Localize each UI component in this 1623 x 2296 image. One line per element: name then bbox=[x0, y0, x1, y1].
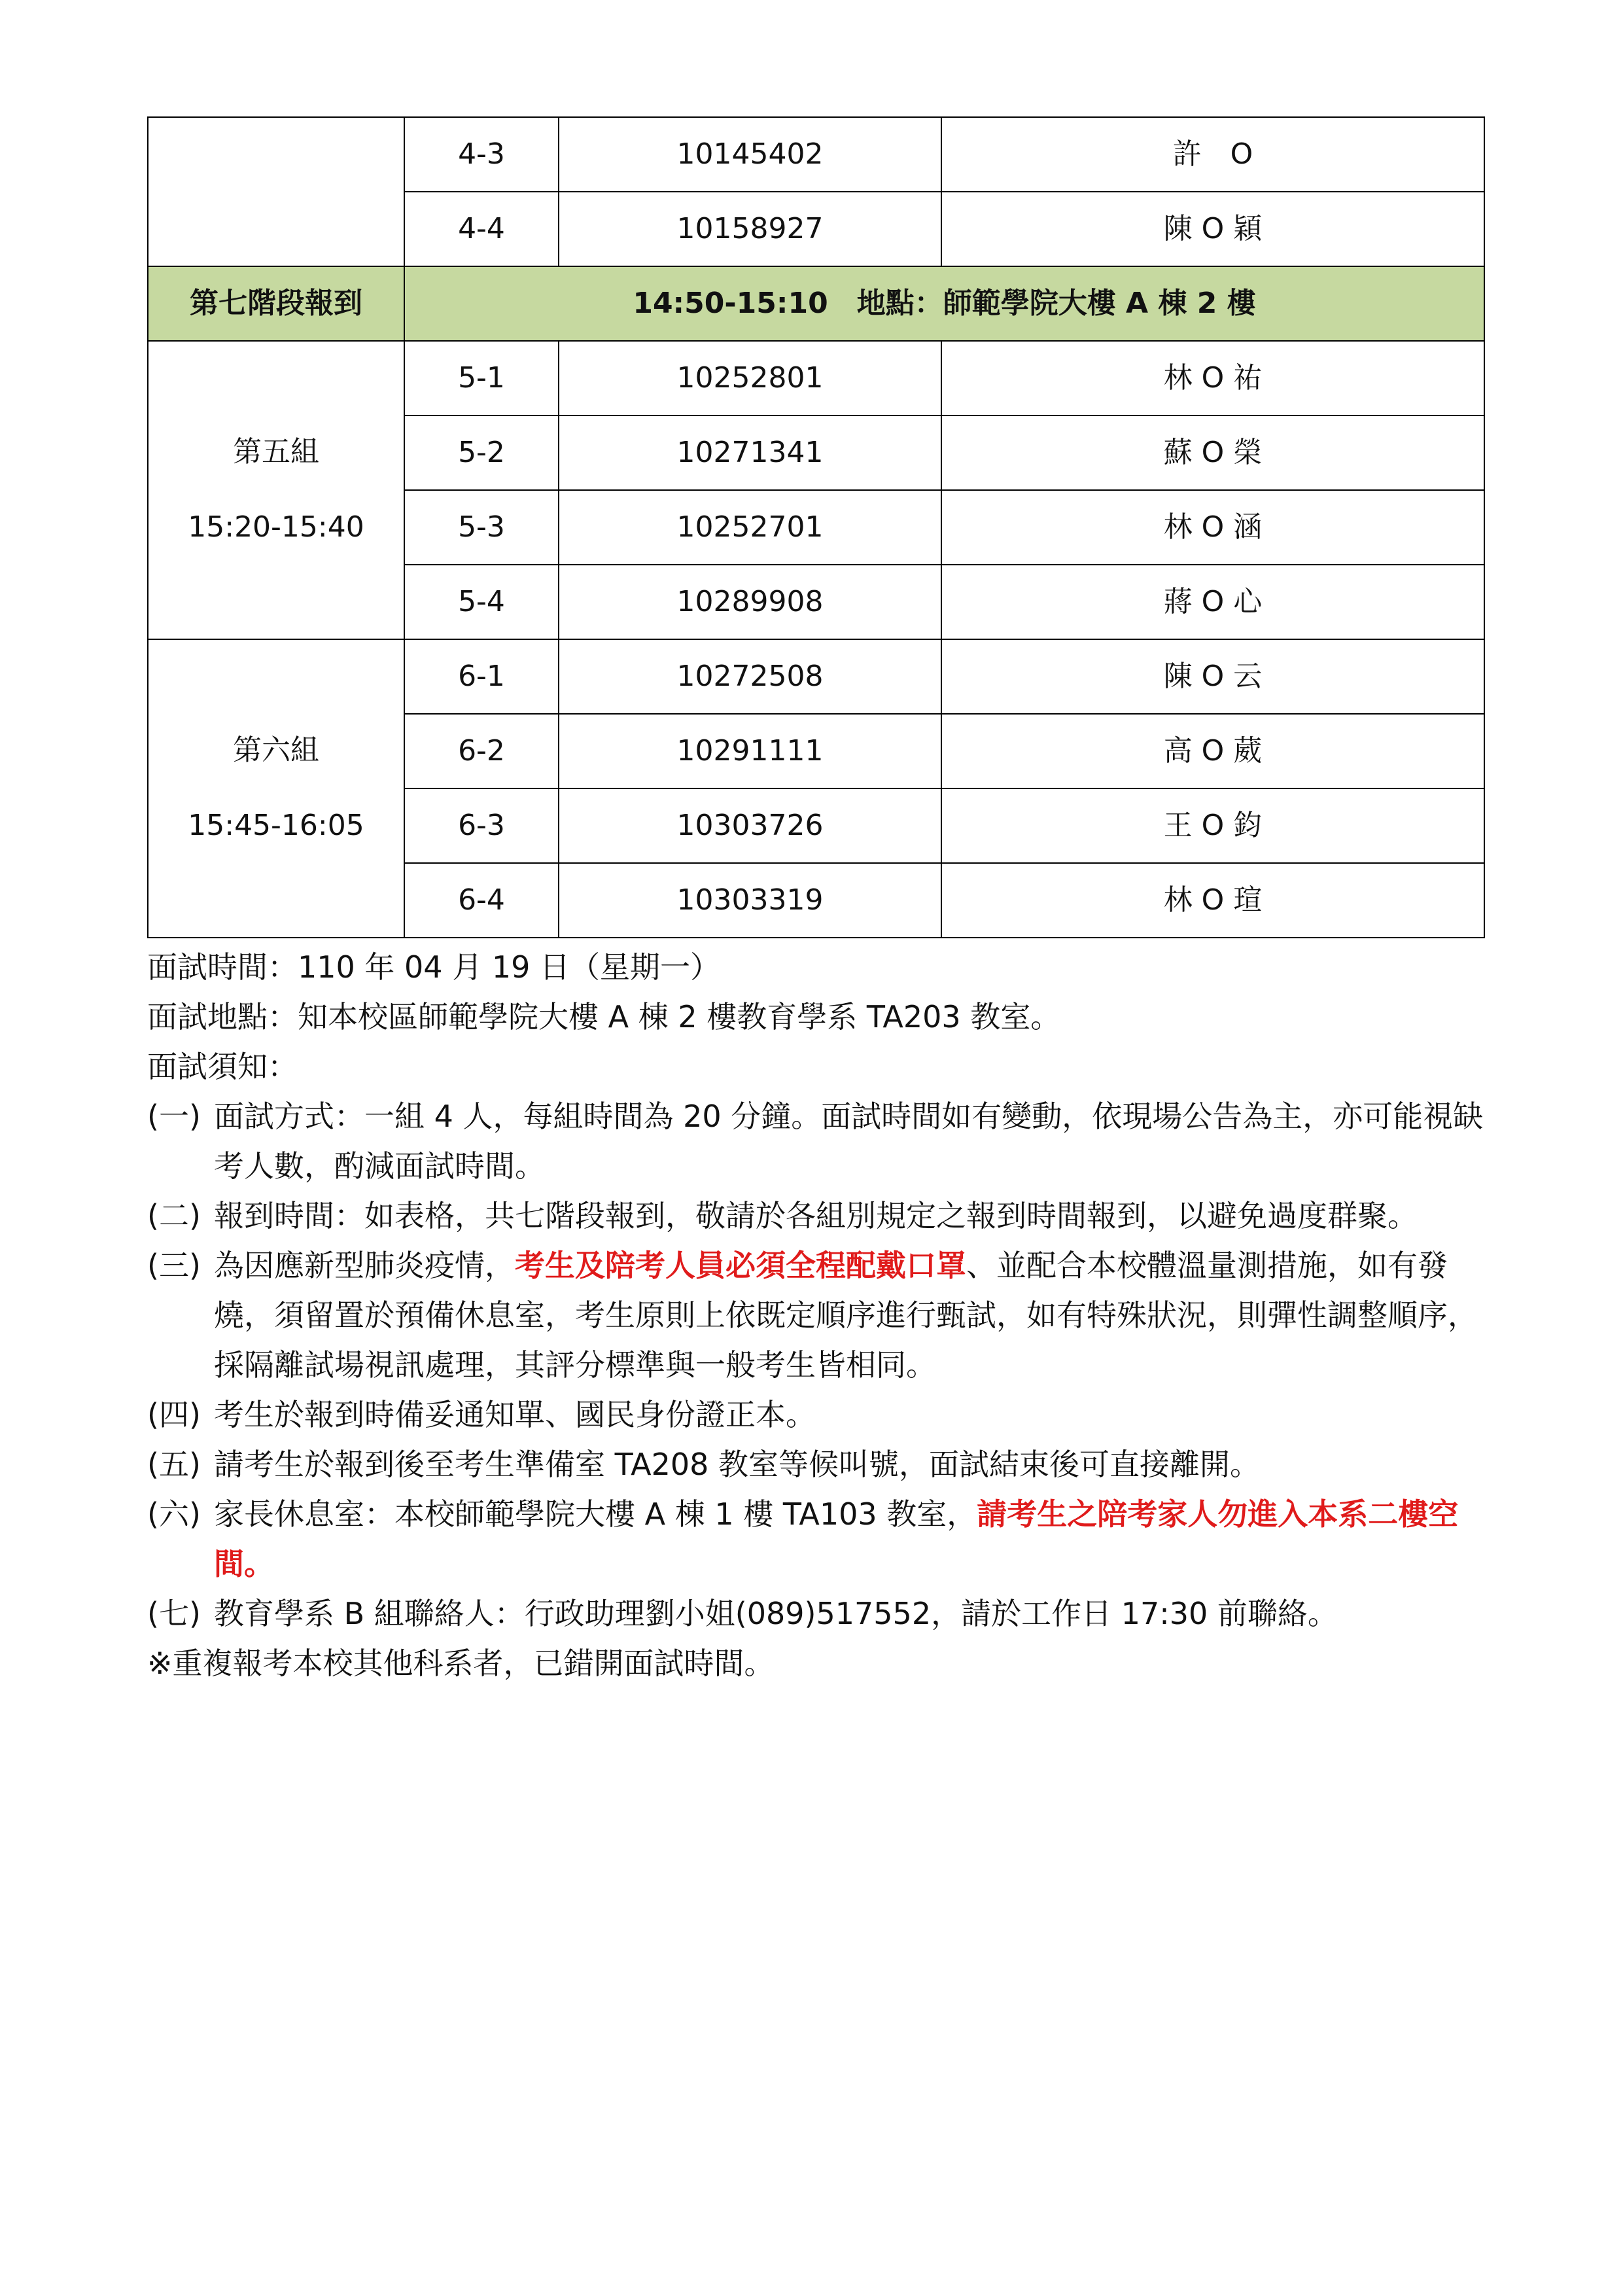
notice-item bbox=[147, 1191, 1495, 1241]
seq-cell: 6-4 bbox=[404, 863, 559, 938]
notice-text bbox=[214, 1191, 1495, 1241]
group-name: 第六組 bbox=[233, 733, 319, 768]
notice-segment: 為因應新型肺炎疫情， bbox=[214, 1248, 515, 1283]
notice-text bbox=[214, 1589, 1495, 1638]
notice-segment: 請考生於報到後至考生準備室 TA208 教室等候叫號，面試結束後可直接離開。 bbox=[214, 1447, 1261, 1482]
notice-number: (一) bbox=[147, 1099, 201, 1134]
seq-cell: 6-3 bbox=[404, 788, 559, 863]
notice-item bbox=[147, 1241, 1495, 1390]
id-cell: 10145402 bbox=[559, 117, 941, 192]
notice-number: (四) bbox=[147, 1397, 201, 1432]
notice-segment: 面試方式：一組 4 人，每組時間為 20 分鐘。面試時間如有變動，依現場公告為主，亦可能視缺考人數，酌減面試時間。 bbox=[214, 1099, 1484, 1184]
id-cell: 10252701 bbox=[559, 490, 941, 565]
name-cell: 蔣 O 心 bbox=[941, 565, 1484, 639]
id-cell: 10271341 bbox=[559, 415, 941, 490]
id-cell: 10289908 bbox=[559, 565, 941, 639]
group-time: 15:45-16:05 bbox=[188, 809, 364, 842]
name-cell: 許 O bbox=[941, 117, 1484, 192]
notice-text bbox=[214, 1489, 1495, 1589]
seq-cell: 6-1 bbox=[404, 639, 559, 714]
seq-cell: 4-4 bbox=[404, 192, 559, 266]
notice-number: (七) bbox=[147, 1596, 201, 1631]
group-cell bbox=[148, 341, 404, 639]
notice-number: (三) bbox=[147, 1248, 201, 1283]
notice-segment: 家長休息室：本校師範學院大樓 A 棟 1 樓 TA103 教室， bbox=[214, 1496, 977, 1532]
notice-item bbox=[147, 1439, 1495, 1489]
notice-number: (六) bbox=[147, 1496, 201, 1532]
seq-cell: 5-1 bbox=[404, 341, 559, 415]
notice-warning: 考生及陪考人員必須全程配戴口罩 bbox=[515, 1248, 966, 1283]
notice-segment: 報到時間：如表格，共七階段報到，敬請於各組別規定之報到時間報到，以避免過度群聚。 bbox=[214, 1198, 1418, 1233]
id-cell: 10158927 bbox=[559, 192, 941, 266]
seq-cell: 5-4 bbox=[404, 565, 559, 639]
interview-notes bbox=[147, 942, 1495, 1688]
notice-text bbox=[214, 1439, 1495, 1489]
schedule-table bbox=[147, 116, 1485, 938]
notice-segment: 、並配合本校體溫量測措施，如有發燒，須留置於預備休息室，考生原則上依既定順序進行甄試，如有特殊狀況，則彈性調整順序，採隔離試場視訊處理，其評分標準與一般考生皆相同。 bbox=[214, 1248, 1478, 1383]
notice-text bbox=[214, 1241, 1495, 1390]
id-cell: 10303726 bbox=[559, 788, 941, 863]
id-cell: 10291111 bbox=[559, 714, 941, 788]
table-row bbox=[148, 341, 1484, 415]
notice-item bbox=[147, 1091, 1495, 1191]
name-cell: 高 O 葳 bbox=[941, 714, 1484, 788]
name-cell: 林 O 祐 bbox=[941, 341, 1484, 415]
seq-cell: 5-2 bbox=[404, 415, 559, 490]
notice-item bbox=[147, 1489, 1495, 1589]
stage-info: 14:50-15:10 地點：師範學院大樓 A 棟 2 樓 bbox=[404, 266, 1484, 341]
group-cell bbox=[148, 639, 404, 938]
id-cell: 10303319 bbox=[559, 863, 941, 938]
seq-cell: 6-2 bbox=[404, 714, 559, 788]
notice-warning: 請考生之陪考家人勿進入本系二樓空間。 bbox=[214, 1496, 1459, 1581]
table-row bbox=[148, 639, 1484, 714]
notice-text bbox=[214, 1390, 1495, 1439]
notes-heading: 面試須知： bbox=[147, 1049, 298, 1084]
group-name: 第五組 bbox=[233, 435, 319, 469]
name-cell: 陳 O 穎 bbox=[941, 192, 1484, 266]
seq-cell: 5-3 bbox=[404, 490, 559, 565]
notice-item bbox=[147, 1589, 1495, 1638]
notice-segment: 教育學系 B 組聯絡人：行政助理劉小姐(089)517552，請於工作日 17:30 前聯絡。 bbox=[214, 1596, 1338, 1631]
notice-number: (二) bbox=[147, 1198, 201, 1233]
table-row bbox=[148, 117, 1484, 192]
notice-item bbox=[147, 1390, 1495, 1439]
group-time: 15:20-15:40 bbox=[188, 510, 364, 544]
id-cell: 10272508 bbox=[559, 639, 941, 714]
stage-label: 第七階段報到 bbox=[148, 266, 404, 341]
notice-segment: 考生於報到時備妥通知單、國民身份證正本。 bbox=[214, 1397, 816, 1432]
stage-row bbox=[148, 266, 1484, 341]
group-cell-empty bbox=[148, 117, 404, 266]
id-cell: 10252801 bbox=[559, 341, 941, 415]
interview-place: 面試地點：知本校區師範學院大樓 A 棟 2 樓教育學系 TA203 教室。 bbox=[147, 999, 1061, 1034]
notice-text bbox=[214, 1091, 1495, 1191]
footer-note: ※重複報考本校其他科系者，已錯開面試時間。 bbox=[147, 1646, 775, 1681]
name-cell: 林 O 涵 bbox=[941, 490, 1484, 565]
name-cell: 陳 O 云 bbox=[941, 639, 1484, 714]
name-cell: 蘇 O 榮 bbox=[941, 415, 1484, 490]
seq-cell: 4-3 bbox=[404, 117, 559, 192]
name-cell: 林 O 瑄 bbox=[941, 863, 1484, 938]
name-cell: 王 O 鈞 bbox=[941, 788, 1484, 863]
interview-time: 面試時間：110 年 04 月 19 日（星期一） bbox=[147, 949, 720, 985]
notice-number: (五) bbox=[147, 1447, 201, 1482]
